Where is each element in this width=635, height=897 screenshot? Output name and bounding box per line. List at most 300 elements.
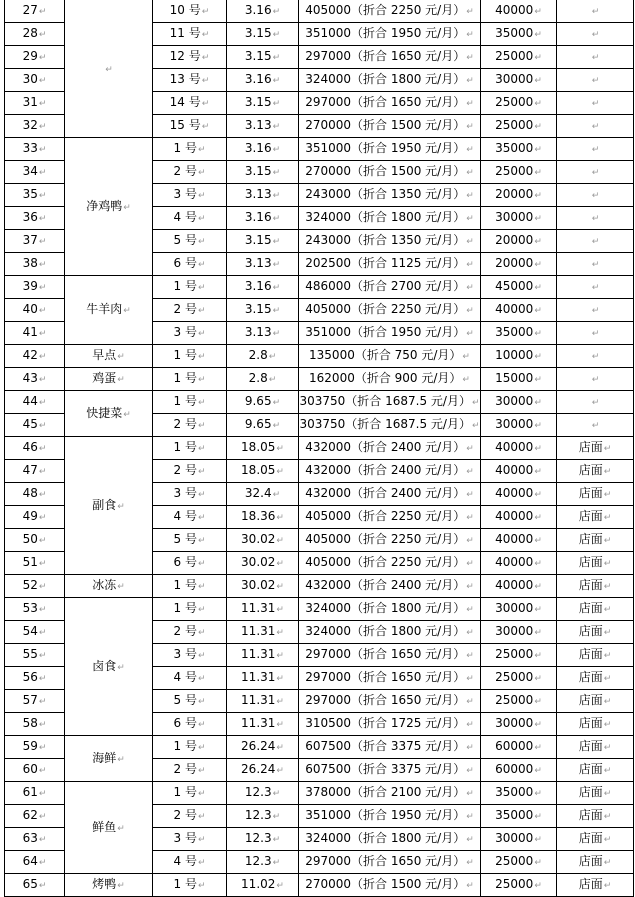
unit-price-cell-text: 30.02 [241, 578, 276, 592]
deposit-cell [481, 322, 557, 345]
category-cell [65, 437, 153, 575]
paragraph-mark-icon: ↵ [466, 191, 474, 201]
paragraph-mark-icon: ↵ [534, 352, 542, 362]
stall-number-cell [153, 345, 227, 368]
deposit-cell [481, 782, 557, 805]
deposit-cell-text: 35000 [495, 26, 534, 40]
annual-fee-cell [299, 552, 481, 575]
note-cell-text: 店面 [578, 647, 603, 661]
paragraph-mark-icon: ↵ [466, 674, 474, 684]
stall-number-cell [153, 0, 227, 23]
stall-number-cell-text: 2 号 [173, 624, 197, 638]
paragraph-mark-icon: ↵ [38, 329, 47, 339]
stall-number-cell [153, 138, 227, 161]
note-cell-text: 店面 [578, 578, 603, 592]
stall-number-cell-text: 1 号 [173, 601, 197, 615]
paragraph-mark-icon: ↵ [197, 467, 206, 477]
paragraph-mark-icon: ↵ [276, 881, 284, 891]
paragraph-mark-icon: ↵ [272, 7, 281, 17]
row-number-cell [5, 828, 65, 851]
note-cell-text: 店面 [578, 555, 603, 569]
category-cell [65, 276, 153, 345]
deposit-cell [481, 621, 557, 644]
annual-fee-cell-text: 378000（折合 2100 元/月） [305, 785, 466, 799]
paragraph-mark-icon: ↵ [197, 191, 206, 201]
annual-fee-cell-text: 405000（折合 2250 元/月） [305, 509, 466, 523]
annual-fee-cell [299, 575, 481, 598]
unit-price-cell-text: 18.36 [241, 509, 276, 523]
deposit-cell-text: 35000 [495, 141, 534, 155]
paragraph-mark-icon: ↵ [38, 697, 47, 707]
deposit-cell-text: 25000 [495, 95, 534, 109]
unit-price-cell-text: 26.24 [241, 762, 276, 776]
paragraph-mark-icon: ↵ [534, 628, 542, 638]
paragraph-mark-icon: ↵ [534, 329, 542, 339]
row-number-cell-text: 40 [22, 302, 38, 316]
stall-number-cell-text: 2 号 [173, 417, 197, 431]
annual-fee-cell-text: 432000（折合 2400 元/月） [305, 440, 466, 454]
table-row [5, 575, 634, 598]
annual-fee-cell [299, 621, 481, 644]
paragraph-mark-icon: ↵ [197, 559, 206, 569]
stall-number-cell-text: 4 号 [173, 854, 197, 868]
stall-number-cell [153, 506, 227, 529]
paragraph-mark-icon: ↵ [276, 467, 284, 477]
paragraph-mark-icon: ↵ [38, 398, 47, 408]
paragraph-mark-icon: ↵ [117, 582, 125, 592]
row-number-cell [5, 230, 65, 253]
paragraph-mark-icon: ↵ [272, 122, 281, 132]
stall-number-cell-text: 1 号 [173, 279, 197, 293]
row-number-cell [5, 115, 65, 138]
paragraph-mark-icon: ↵ [466, 582, 474, 592]
note-cell [557, 23, 634, 46]
stall-number-cell [153, 322, 227, 345]
unit-price-cell-text: 3.13 [244, 118, 272, 132]
unit-price-cell [227, 851, 299, 874]
unit-price-cell [227, 46, 299, 69]
paragraph-mark-icon: ↵ [591, 352, 600, 362]
paragraph-mark-icon: ↵ [197, 421, 206, 431]
stall-number-cell [153, 759, 227, 782]
unit-price-cell [227, 92, 299, 115]
deposit-cell [481, 368, 557, 391]
paragraph-mark-icon: ↵ [123, 202, 131, 213]
paragraph-mark-icon: ↵ [197, 835, 206, 845]
paragraph-mark-icon: ↵ [466, 7, 474, 17]
paragraph-mark-icon: ↵ [197, 628, 206, 638]
stall-number-cell [153, 299, 227, 322]
paragraph-mark-icon: ↵ [603, 720, 612, 730]
row-number-cell-text: 53 [22, 601, 38, 615]
deposit-cell-text: 35000 [495, 785, 534, 799]
paragraph-mark-icon: ↵ [38, 30, 47, 40]
paragraph-mark-icon: ↵ [105, 64, 113, 75]
note-cell [557, 230, 634, 253]
unit-price-cell [227, 483, 299, 506]
paragraph-mark-icon: ↵ [534, 536, 542, 546]
note-cell-text: 店面 [578, 739, 603, 753]
category-cell-text: 净鸡鸭 [86, 198, 123, 213]
row-number-cell-text: 50 [22, 532, 38, 546]
paragraph-mark-icon: ↵ [466, 237, 474, 247]
annual-fee-cell [299, 828, 481, 851]
row-number-cell-text: 60 [22, 762, 38, 776]
stall-number-cell-text: 1 号 [173, 578, 197, 592]
paragraph-mark-icon: ↵ [603, 766, 612, 776]
paragraph-mark-icon: ↵ [534, 743, 542, 753]
note-cell [557, 782, 634, 805]
paragraph-mark-icon: ↵ [276, 513, 284, 523]
paragraph-mark-icon: ↵ [197, 145, 206, 155]
paragraph-mark-icon: ↵ [197, 674, 206, 684]
row-number-cell-text: 45 [22, 417, 38, 431]
row-number-cell [5, 552, 65, 575]
row-number-cell-text: 61 [22, 785, 38, 799]
row-number-cell-text: 49 [22, 509, 38, 523]
unit-price-cell [227, 276, 299, 299]
paragraph-mark-icon: ↵ [462, 375, 470, 385]
paragraph-mark-icon: ↵ [276, 766, 284, 776]
annual-fee-cell [299, 207, 481, 230]
note-cell [557, 69, 634, 92]
unit-price-cell-text: 11.31 [241, 693, 276, 707]
stall-number-cell-text: 15 号 [169, 118, 201, 132]
paragraph-mark-icon: ↵ [466, 858, 474, 868]
row-number-cell [5, 621, 65, 644]
annual-fee-cell [299, 414, 481, 437]
annual-fee-cell-text: 324000（折合 1800 元/月） [305, 601, 466, 615]
paragraph-mark-icon: ↵ [534, 720, 542, 730]
paragraph-mark-icon: ↵ [603, 789, 612, 799]
annual-fee-cell-text: 270000（折合 1500 元/月） [305, 164, 466, 178]
row-number-cell [5, 759, 65, 782]
stall-number-cell-text: 12 号 [169, 49, 201, 63]
paragraph-mark-icon: ↵ [197, 168, 206, 178]
annual-fee-cell [299, 506, 481, 529]
paragraph-mark-icon: ↵ [276, 444, 284, 454]
paragraph-mark-icon: ↵ [38, 513, 47, 523]
paragraph-mark-icon: ↵ [534, 99, 542, 109]
paragraph-mark-icon: ↵ [38, 122, 47, 132]
paragraph-mark-icon: ↵ [466, 812, 474, 822]
note-cell [557, 851, 634, 874]
stall-number-cell [153, 828, 227, 851]
deposit-cell-text: 40000 [495, 578, 534, 592]
annual-fee-cell-text: 162000（折合 900 元/月） [309, 371, 462, 385]
stall-number-cell [153, 276, 227, 299]
paragraph-mark-icon: ↵ [38, 168, 47, 178]
unit-price-cell-text: 9.65 [244, 417, 272, 431]
paragraph-mark-icon: ↵ [38, 582, 47, 592]
category-cell-text: 烤鸭 [92, 877, 117, 891]
paragraph-mark-icon: ↵ [591, 237, 600, 247]
annual-fee-cell-text: 405000（折合 2250 元/月） [305, 3, 466, 17]
paragraph-mark-icon: ↵ [272, 835, 281, 845]
stall-lease-table [4, 0, 634, 897]
deposit-cell-text: 30000 [495, 417, 534, 431]
deposit-cell-text: 35000 [495, 808, 534, 822]
unit-price-cell [227, 874, 299, 897]
row-number-cell-text: 35 [22, 187, 38, 201]
paragraph-mark-icon: ↵ [38, 743, 47, 753]
note-cell [557, 805, 634, 828]
annual-fee-cell-text: 202500（折合 1125 元/月） [305, 256, 466, 270]
unit-price-cell-text: 11.02 [241, 877, 276, 891]
paragraph-mark-icon: ↵ [272, 30, 281, 40]
paragraph-mark-icon: ↵ [534, 76, 542, 86]
paragraph-mark-icon: ↵ [534, 260, 542, 270]
row-number-cell-text: 34 [22, 164, 38, 178]
paragraph-mark-icon: ↵ [591, 99, 600, 109]
deposit-cell-text: 40000 [495, 555, 534, 569]
note-cell [557, 598, 634, 621]
deposit-cell [481, 805, 557, 828]
row-number-cell-text: 28 [22, 26, 38, 40]
note-cell [557, 667, 634, 690]
paragraph-mark-icon: ↵ [534, 168, 542, 178]
annual-fee-cell [299, 322, 481, 345]
paragraph-mark-icon: ↵ [268, 352, 277, 362]
unit-price-cell [227, 667, 299, 690]
paragraph-mark-icon: ↵ [603, 490, 612, 500]
paragraph-mark-icon: ↵ [38, 766, 47, 776]
paragraph-mark-icon: ↵ [534, 421, 542, 431]
paragraph-mark-icon: ↵ [38, 191, 47, 201]
paragraph-mark-icon: ↵ [38, 651, 47, 661]
annual-fee-cell-text: 303750（折合 1687.5 元/月） [299, 417, 471, 431]
annual-fee-cell-text: 486000（折合 2700 元/月） [305, 279, 466, 293]
annual-fee-cell [299, 690, 481, 713]
annual-fee-cell [299, 69, 481, 92]
deposit-cell [481, 299, 557, 322]
paragraph-mark-icon: ↵ [197, 329, 206, 339]
paragraph-mark-icon: ↵ [197, 513, 206, 523]
paragraph-mark-icon: ↵ [38, 352, 47, 362]
deposit-cell [481, 874, 557, 897]
unit-price-cell [227, 782, 299, 805]
unit-price-cell [227, 161, 299, 184]
paragraph-mark-icon: ↵ [38, 628, 47, 638]
deposit-cell-text: 25000 [495, 118, 534, 132]
paragraph-mark-icon: ↵ [272, 812, 281, 822]
unit-price-cell-text: 11.31 [241, 601, 276, 615]
paragraph-mark-icon: ↵ [466, 743, 474, 753]
paragraph-mark-icon: ↵ [201, 7, 210, 17]
unit-price-cell [227, 552, 299, 575]
paragraph-mark-icon: ↵ [38, 536, 47, 546]
paragraph-mark-icon: ↵ [38, 835, 47, 845]
paragraph-mark-icon: ↵ [197, 490, 206, 500]
row-number-cell [5, 460, 65, 483]
annual-fee-cell [299, 92, 481, 115]
paragraph-mark-icon: ↵ [272, 168, 281, 178]
stall-number-cell-text: 3 号 [173, 486, 197, 500]
stall-number-cell-text: 1 号 [173, 141, 197, 155]
annual-fee-cell-text: 432000（折合 2400 元/月） [305, 486, 466, 500]
paragraph-mark-icon: ↵ [591, 122, 600, 132]
paragraph-mark-icon: ↵ [38, 812, 47, 822]
annual-fee-cell [299, 230, 481, 253]
unit-price-cell [227, 575, 299, 598]
stall-number-cell [153, 736, 227, 759]
paragraph-mark-icon: ↵ [197, 352, 206, 362]
note-cell [557, 437, 634, 460]
annual-fee-cell-text: 270000（折合 1500 元/月） [305, 118, 466, 132]
unit-price-cell-text: 2.8 [248, 348, 268, 362]
note-cell [557, 253, 634, 276]
row-number-cell [5, 391, 65, 414]
row-number-cell-text: 54 [22, 624, 38, 638]
paragraph-mark-icon: ↵ [197, 651, 206, 661]
deposit-cell [481, 414, 557, 437]
deposit-cell-text: 35000 [495, 325, 534, 339]
annual-fee-cell-text: 405000（折合 2250 元/月） [305, 532, 466, 546]
paragraph-mark-icon: ↵ [603, 881, 612, 891]
row-number-cell-text: 55 [22, 647, 38, 661]
row-number-cell-text: 41 [22, 325, 38, 339]
stall-number-cell-text: 1 号 [173, 877, 197, 891]
unit-price-cell [227, 253, 299, 276]
paragraph-mark-icon: ↵ [534, 7, 542, 17]
paragraph-mark-icon: ↵ [466, 651, 474, 661]
paragraph-mark-icon: ↵ [466, 53, 474, 63]
table-row [5, 138, 634, 161]
deposit-cell-text: 30000 [495, 601, 534, 615]
stall-number-cell [153, 184, 227, 207]
annual-fee-cell-text: 270000（折合 1500 元/月） [305, 877, 466, 891]
annual-fee-cell-text: 243000（折合 1350 元/月） [305, 187, 466, 201]
note-cell [557, 575, 634, 598]
deposit-cell-text: 60000 [495, 762, 534, 776]
paragraph-mark-icon: ↵ [201, 99, 210, 109]
row-number-cell-text: 43 [22, 371, 38, 385]
deposit-cell [481, 184, 557, 207]
category-cell [65, 368, 153, 391]
paragraph-mark-icon: ↵ [534, 766, 542, 776]
note-cell-text: 店面 [578, 463, 603, 477]
stall-number-cell [153, 529, 227, 552]
row-number-cell [5, 598, 65, 621]
unit-price-cell [227, 644, 299, 667]
paragraph-mark-icon: ↵ [38, 720, 47, 730]
paragraph-mark-icon: ↵ [272, 214, 281, 224]
annual-fee-cell-text: 432000（折合 2400 元/月） [305, 463, 466, 477]
deposit-cell-text: 25000 [495, 647, 534, 661]
paragraph-mark-icon: ↵ [603, 536, 612, 546]
deposit-cell [481, 138, 557, 161]
deposit-cell [481, 713, 557, 736]
paragraph-mark-icon: ↵ [534, 122, 542, 132]
table-row [5, 276, 634, 299]
row-number-cell-text: 30 [22, 72, 38, 86]
unit-price-cell-text: 11.31 [241, 670, 276, 684]
category-cell [65, 874, 153, 897]
row-number-cell [5, 805, 65, 828]
paragraph-mark-icon: ↵ [534, 789, 542, 799]
paragraph-mark-icon: ↵ [471, 421, 480, 431]
note-cell [557, 460, 634, 483]
note-cell [557, 0, 634, 23]
paragraph-mark-icon: ↵ [534, 582, 542, 592]
table-row [5, 874, 634, 897]
row-number-cell [5, 92, 65, 115]
row-number-cell-text: 29 [22, 49, 38, 63]
stall-number-cell-text: 13 号 [169, 72, 201, 86]
annual-fee-cell [299, 46, 481, 69]
unit-price-cell-text: 3.13 [244, 187, 272, 201]
stall-number-cell [153, 667, 227, 690]
unit-price-cell-text: 3.15 [244, 26, 272, 40]
deposit-cell [481, 483, 557, 506]
note-cell [557, 759, 634, 782]
note-cell-text: 店面 [578, 716, 603, 730]
unit-price-cell [227, 184, 299, 207]
row-number-cell [5, 46, 65, 69]
stall-number-cell-text: 3 号 [173, 187, 197, 201]
annual-fee-cell-text: 432000（折合 2400 元/月） [305, 578, 466, 592]
stall-number-cell [153, 644, 227, 667]
stall-number-cell-text: 6 号 [173, 716, 197, 730]
deposit-cell-text: 25000 [495, 854, 534, 868]
deposit-cell-text: 30000 [495, 72, 534, 86]
note-cell [557, 828, 634, 851]
paragraph-mark-icon: ↵ [591, 145, 600, 155]
annual-fee-cell-text: 351000（折合 1950 元/月） [305, 26, 466, 40]
row-number-cell-text: 58 [22, 716, 38, 730]
paragraph-mark-icon: ↵ [534, 145, 542, 155]
paragraph-mark-icon: ↵ [197, 375, 206, 385]
row-number-cell [5, 575, 65, 598]
deposit-cell [481, 736, 557, 759]
annual-fee-cell [299, 253, 481, 276]
annual-fee-cell-text: 351000（折合 1950 元/月） [305, 325, 466, 339]
row-number-cell-text: 31 [22, 95, 38, 109]
deposit-cell-text: 20000 [495, 233, 534, 247]
note-cell [557, 299, 634, 322]
note-cell [557, 368, 634, 391]
paragraph-mark-icon: ↵ [38, 306, 47, 316]
unit-price-cell-text: 11.31 [241, 716, 276, 730]
paragraph-mark-icon: ↵ [466, 536, 474, 546]
unit-price-cell-text: 3.15 [244, 302, 272, 316]
category-cell [65, 391, 153, 437]
paragraph-mark-icon: ↵ [534, 835, 542, 845]
paragraph-mark-icon: ↵ [603, 858, 612, 868]
annual-fee-cell [299, 161, 481, 184]
deposit-cell [481, 598, 557, 621]
paragraph-mark-icon: ↵ [197, 858, 206, 868]
paragraph-mark-icon: ↵ [197, 743, 206, 753]
stall-number-cell-text: 4 号 [173, 670, 197, 684]
paragraph-mark-icon: ↵ [197, 444, 206, 454]
unit-price-cell-text: 2.8 [248, 371, 268, 385]
paragraph-mark-icon: ↵ [197, 812, 206, 822]
category-cell-text: 副食 [92, 497, 117, 512]
row-number-cell-text: 44 [22, 394, 38, 408]
stall-number-cell [153, 552, 227, 575]
unit-price-cell [227, 69, 299, 92]
row-number-cell [5, 667, 65, 690]
annual-fee-cell [299, 437, 481, 460]
paragraph-mark-icon: ↵ [534, 490, 542, 500]
stall-number-cell [153, 598, 227, 621]
category-cell-text: 鲜鱼 [92, 819, 117, 834]
row-number-cell [5, 69, 65, 92]
unit-price-cell [227, 598, 299, 621]
paragraph-mark-icon: ↵ [197, 720, 206, 730]
annual-fee-cell-text: 351000（折合 1950 元/月） [305, 808, 466, 822]
